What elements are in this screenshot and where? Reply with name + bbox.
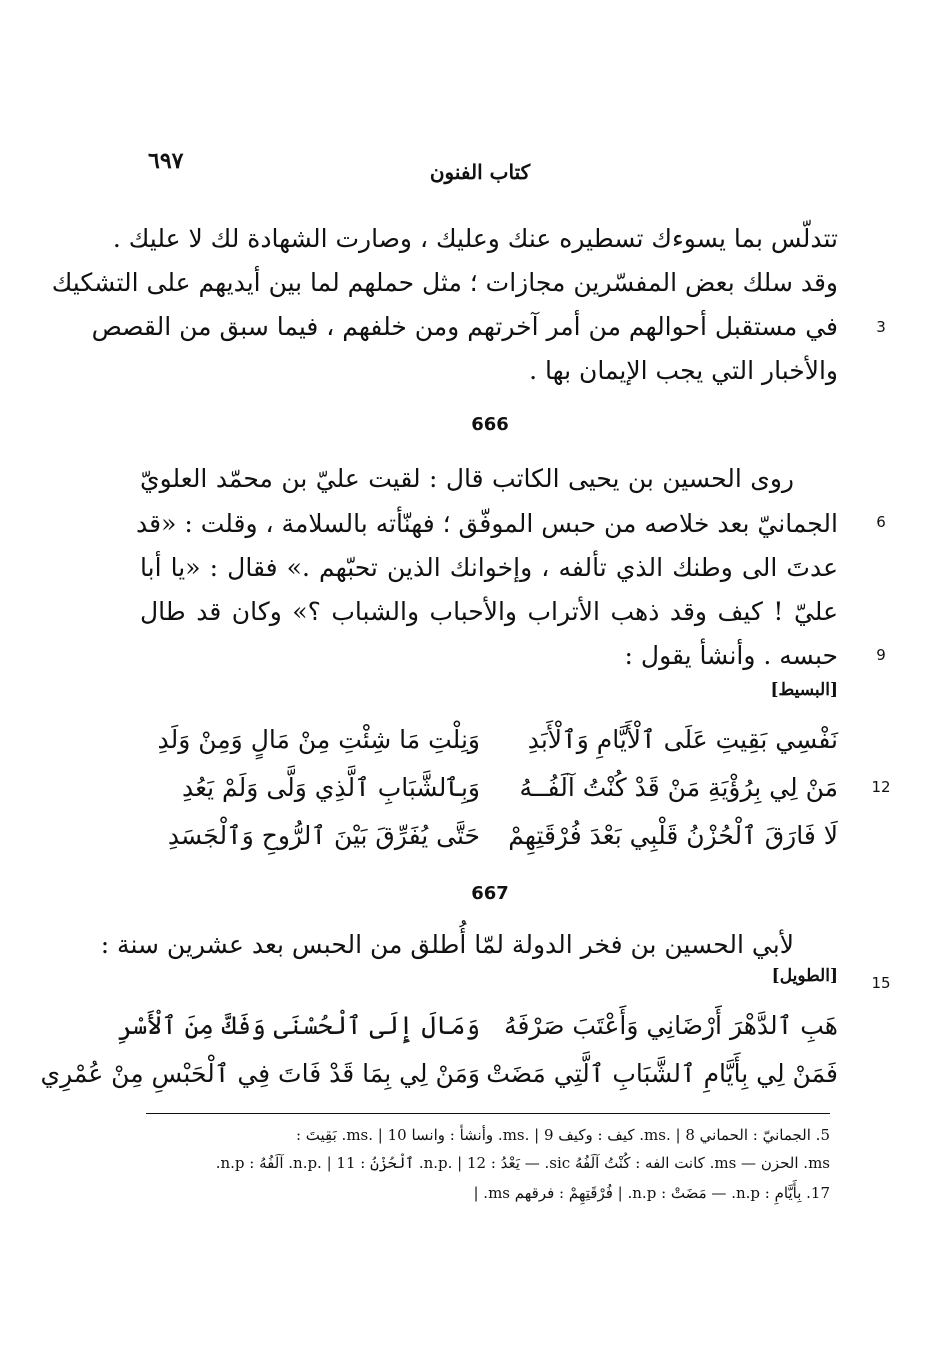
page-number: ٦٩٧ — [148, 148, 184, 174]
verse-second-hemistich: وَمَنْ لِي بِمَا قَدْ فَاتَ فِي ٱلْحَبْسِ مِنْ عُمْرِي — [40, 1059, 480, 1088]
prose-line: في مستقبل أحوالهم من أمر آخرتهم ومن خلفهم ، فيما سبق من القصص — [91, 312, 838, 341]
footnote-rule — [146, 1113, 830, 1114]
verse-first-hemistich: فَمَنْ لِي بِأَيَّامِ ٱلشَّبَابِ ٱلَّتِي مَضَتْ — [486, 1059, 838, 1088]
prose-line: وقد سلك بعض المفسّرين مجازات ؛ مثل حملهم لما بين أيديهم على التشكيك — [51, 268, 838, 297]
prose-line: تتدلّس بما يسوءك تسطيره عنك وعليك ، وصارت الشهادة لك لا عليك . — [112, 224, 838, 253]
line-number: 3 — [876, 318, 886, 336]
verse-second-hemistich: وَبِٱلشَّبَابِ ٱلَّذِي وَلَّى وَلَمْ يَعُدِ — [181, 773, 480, 802]
prose-line: روى الحسين بن يحيى الكاتب قال : لقيت عليّ بن محمّد العلويّ — [140, 464, 794, 493]
footnote-line: 17. بِأَيَّامِ : n.p. — مَضَتْ : n.p. | فُرْقَتِهِمْ : فرقهم ms. | — [473, 1184, 830, 1202]
footnote-line: 5. الجمانيّ : الحماني ms. | 8. كيف : وكيف ms. | 9. وأنشأ : وانسا ms. | 10. بَقِيتَ : — [295, 1126, 830, 1144]
verse-first-hemistich: لَا فَارَقَ ٱلْحُزْنُ قَلْبِي بَعْدَ فُرْقَتِهِمْ — [508, 821, 838, 850]
prose-line: الجمانيّ بعد خلاصه من حبس الموفّق ؛ فهنّأته بالسلامة ، وقلت : «قد — [136, 509, 838, 538]
prose-line: لأبي الحسين بن فخر الدولة لمّا أُطلق من الحبس بعد عشرين سنة : — [100, 930, 794, 959]
line-number: 15 — [871, 974, 891, 992]
verse-second-hemistich: حَتَّى يُفَرِّقَ بَيْنَ ٱلرُّوحِ وَٱلْجَسَدِ — [167, 821, 480, 850]
verse-first-hemistich: نَفْسِي بَقِيتِ عَلَى ٱلْأَيَّامِ وَٱلْأَبَدِ — [527, 725, 838, 754]
section-number: 666 — [471, 414, 509, 435]
verse-first-hemistich: مَنْ لِي بِرُؤْيَةِ مَنْ قَدْ كُنْتُ آلَفُــهُ — [519, 773, 838, 802]
running-title: كتاب الفنون — [429, 160, 531, 184]
line-number: 9 — [876, 646, 886, 664]
meter-label: [الطويل] — [771, 966, 838, 986]
prose-line: عليّ ! كيف وقد ذهب الأتراب والأحباب والشباب ؟» وكان قد طال — [140, 597, 838, 626]
prose-line: والأخبار التي يجب الإيمان بها . — [529, 356, 838, 385]
verse-second-hemistich: وَنِلْتِ مَا شِئْتِ مِنْ مَالٍ وَمِنْ وَلَدِ — [157, 725, 480, 754]
line-number: 6 — [876, 513, 886, 531]
meter-label: [البسيط] — [770, 680, 838, 700]
prose-line: عدتَ الى وطنك الذي تألفه ، وإخوانك الذين تحبّهم .» فقال : «يا أبا — [140, 553, 838, 582]
section-number: 667 — [471, 883, 509, 904]
prose-line: حبسه . وأنشأ يقول : — [624, 641, 838, 670]
verse-first-hemistich: هَبِ ٱلدَّهْرَ أَرْضَانِي وَأَعْتَبَ صَرْفَهُ — [504, 1011, 838, 1040]
verse-second-hemistich: وَمَالَ إِلَى ٱلْحُسْنَى وَفَكَّ مِنَ ٱلْأَسْرِ — [118, 1011, 480, 1040]
footnote-line: ms. الحزن — ms. كانت الفه : كُنْتُ آلَفُهُ sic. — يَعْدُ : n.p. | 12. ٱلْحُزْنُ : n.p. | 11. آلَفُهُ : n.p. — [215, 1154, 830, 1172]
line-number: 12 — [871, 778, 891, 796]
